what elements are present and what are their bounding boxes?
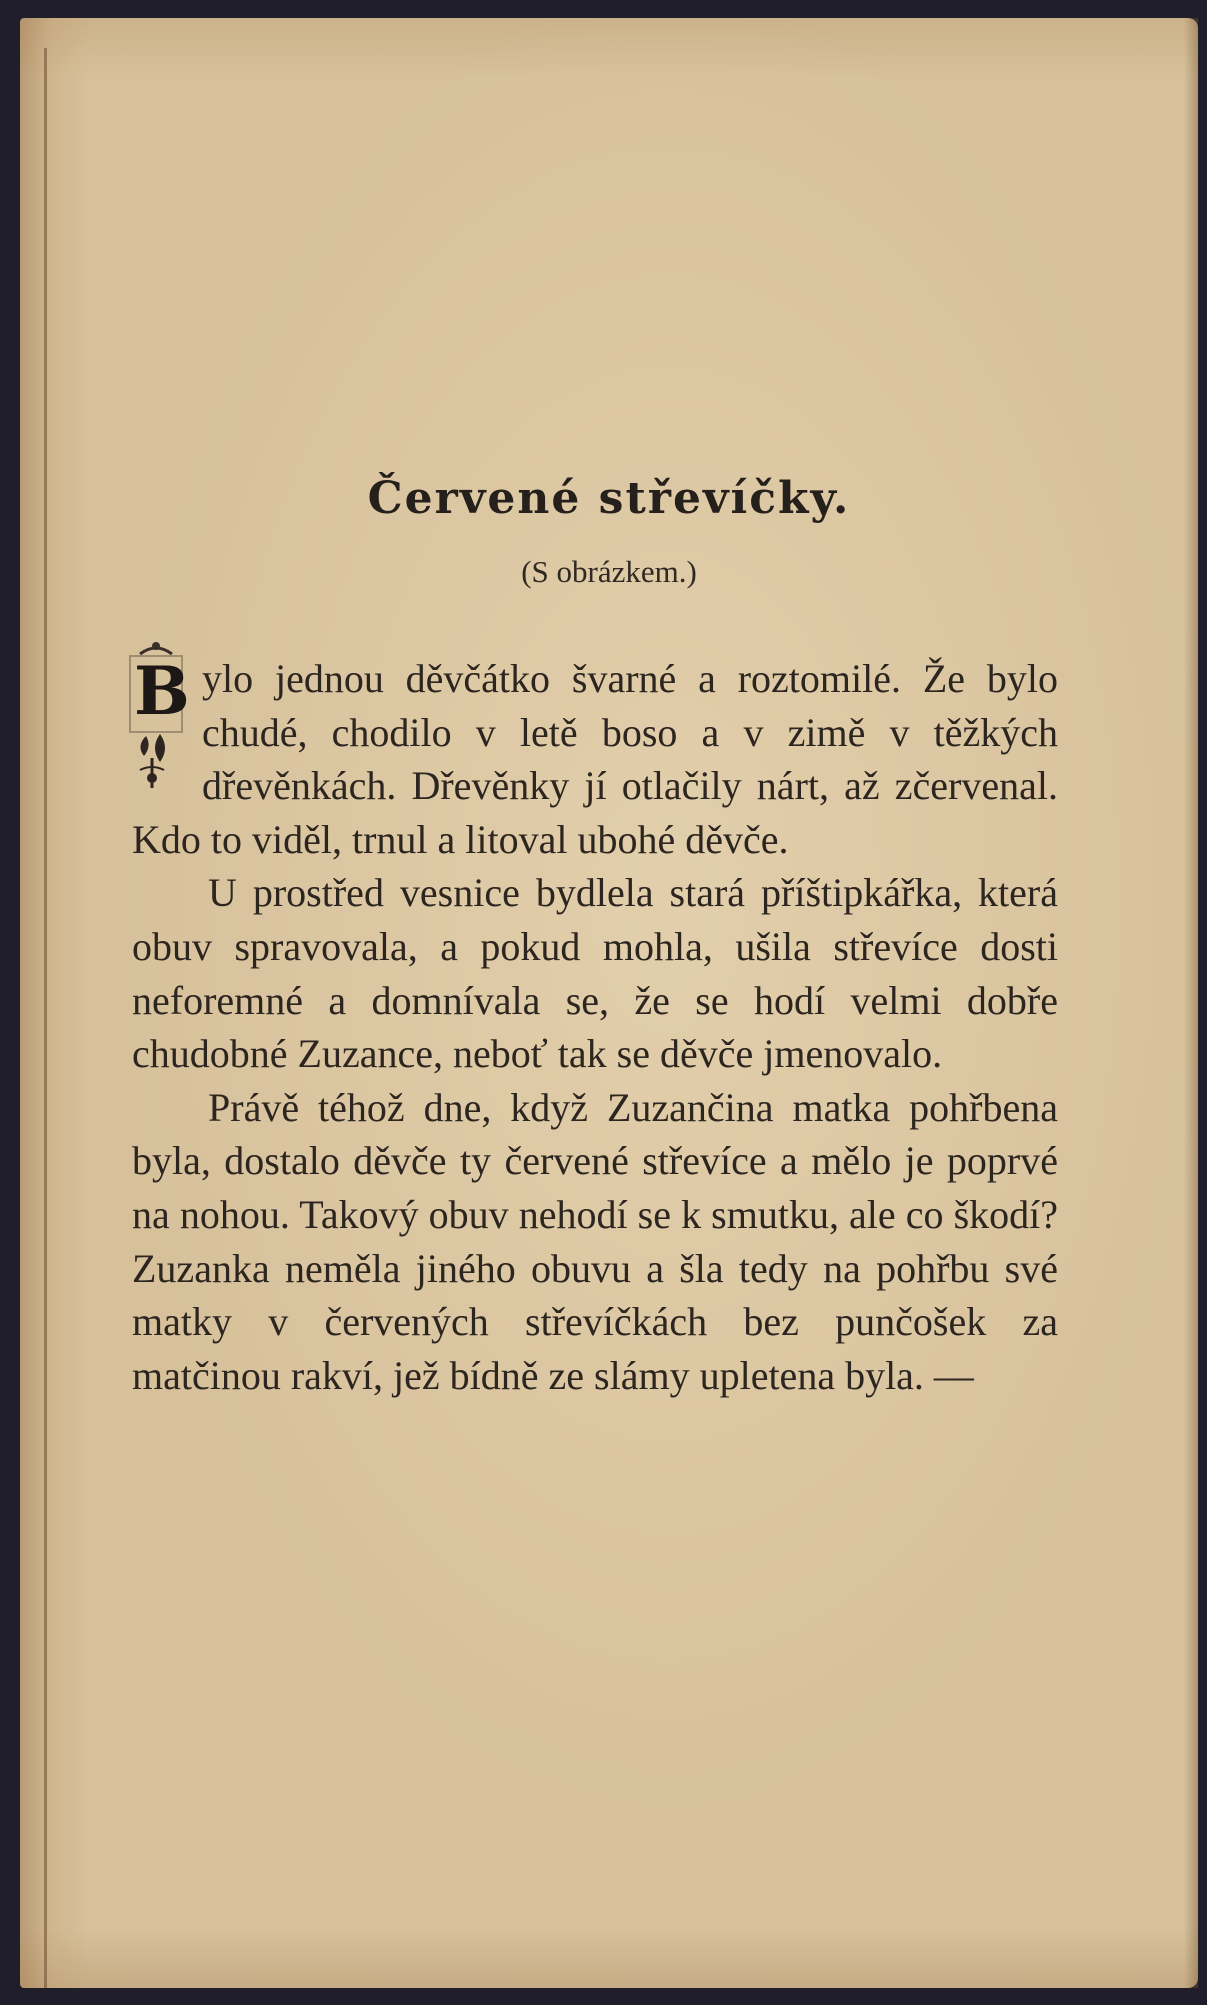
- ornamental-initial: [126, 638, 194, 798]
- paragraph-3: Právě téhož dne, když Zuzančina matka pohřbena byla, dostalo děvče ty červené střevíce a mělo je poprvé na nohou. Takový obuv nehodí se k smutku, ale co škodí? Zuzanka neměla jiného obuvu a šla tedy na pohřbu své matky v červených střevíčkách bez punčošek za matčinou rakví, jež bídně ze slámy upletena byla. —: [132, 1084, 1058, 1398]
- dropcap-letter: B: [134, 652, 190, 730]
- book-page: [20, 18, 1198, 1988]
- binding-edge: [44, 48, 47, 1988]
- story-text: [132, 652, 1058, 1402]
- paragraph-1: [132, 652, 1058, 866]
- chapter-subtitle: (S obrázkem.): [521, 554, 697, 589]
- chapter-title: Červené střevíčky.: [367, 473, 851, 524]
- page-edge-shadow: [1184, 18, 1198, 1988]
- paragraph-2: U prostřed vesnice bydlela stará příštipkářka, která obuv spravovala, a pokud mohla, ušila střevíce dosti neforemné a domnívala se, že se hodí velmi dobře chudobné Zuzance, neboť tak se děvče jmenovalo.: [132, 870, 1058, 1077]
- paragraph-1-text: ylo jednou děvčátko švarné a roztomilé. Že bylo chudé, chodilo v letě boso a v zimě v těžkých dřevěnkách. Dřevěnky jí otlačily nárt, až zčervenal. Kdo to viděl, trnul a litoval ubohé děvče.: [132, 656, 1058, 862]
